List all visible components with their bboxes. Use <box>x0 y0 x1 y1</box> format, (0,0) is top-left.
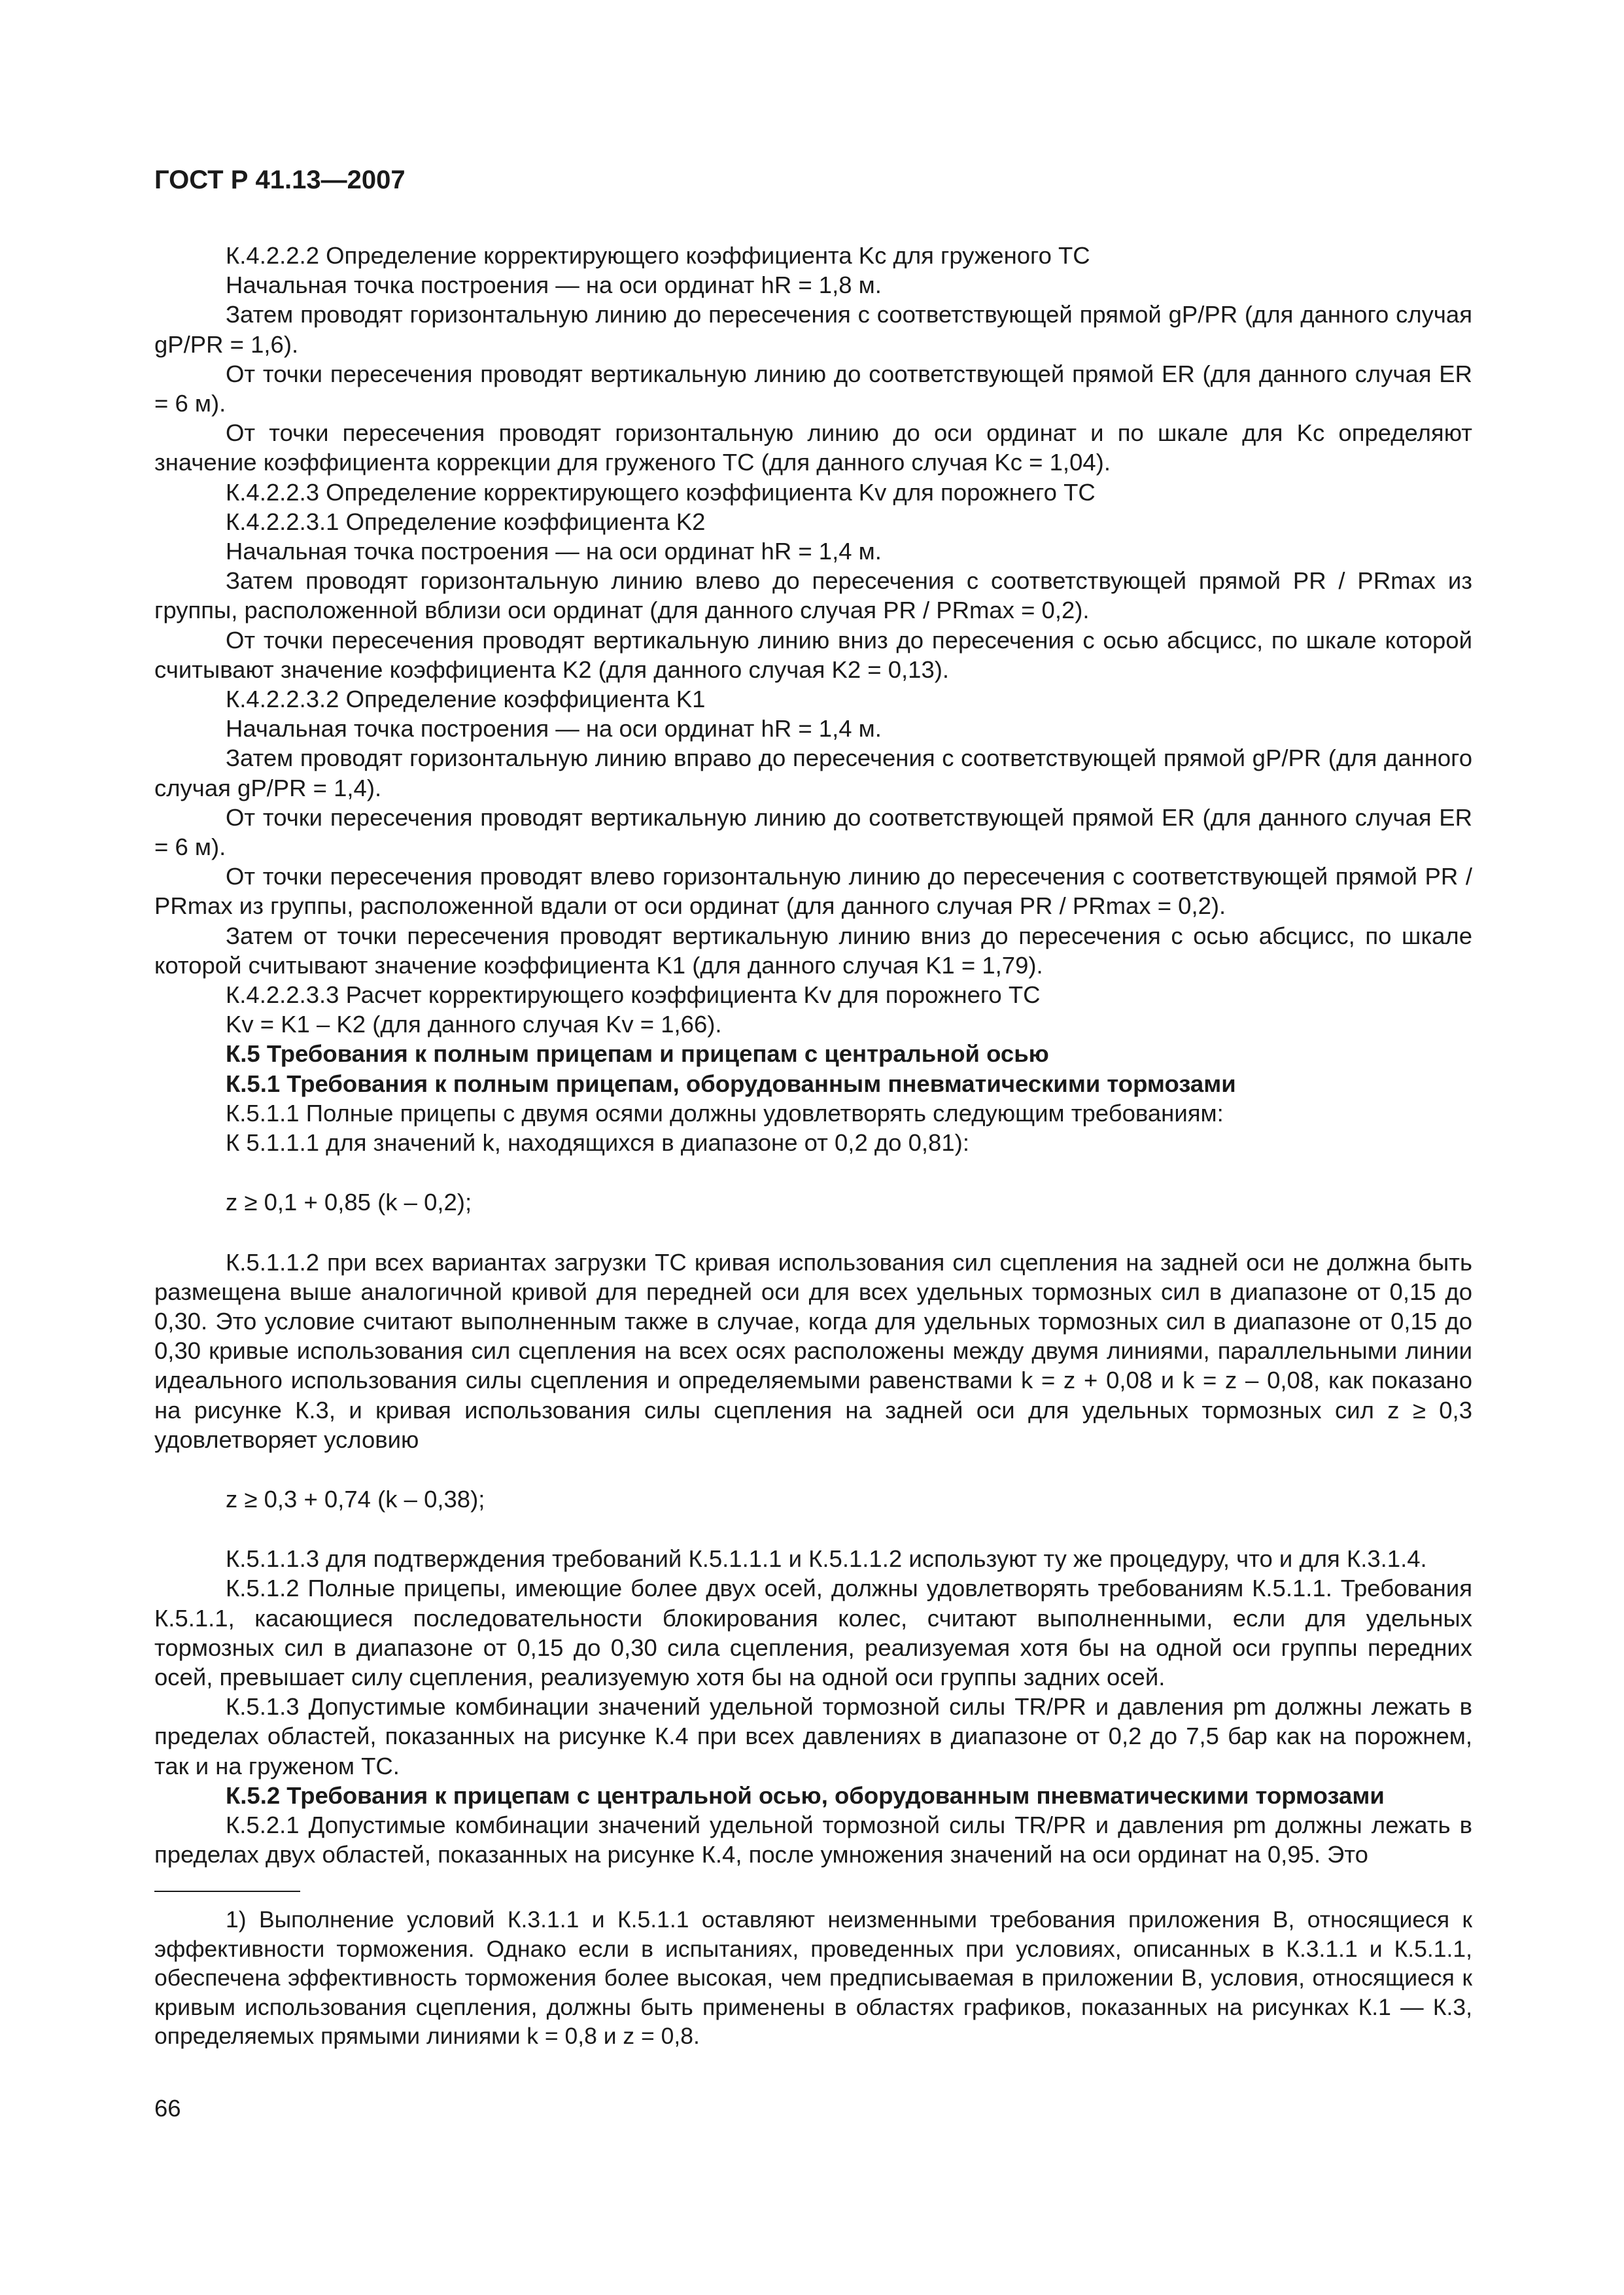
paragraph: К 5.1.1.1 для значений k, находящихся в диапазоне от 0,2 до 0,81): <box>226 1129 969 1157</box>
document-body <box>154 241 1472 1869</box>
footnote: 1) Выполнение условий К.3.1.1 и К.5.1.1 оставляют неизменными требования приложения В, относящиеся к эффективности торможения. Однако если в испытаниях, проведенных при условиях, описанных в К.3.1.1 и К.5.1.1, обеспечена эффективность торможения более высокая, чем предписываемая в приложении В, условия, относящиеся к кривым использования сцепления, должны быть применены в областях графиков, показанных на рисунках К.1 — К.3, определяемых прямыми линиями k = 0,8 и z = 0,8. <box>154 1906 1472 2049</box>
paragraph: От точки пересечения проводят вертикальную линию до соответствующей прямой ER (для данного случая ER = 6 м). <box>154 360 1472 417</box>
paragraph: К.4.2.2.3.2 Определение коэффициента K1 <box>226 686 706 713</box>
document-header: ГОСТ Р 41.13—2007 <box>154 166 406 194</box>
paragraph: К.5.1.1.3 для подтверждения требований К.5.1.1.1 и К.5.1.1.2 используют ту же процедуру, что и для К.3.1.4. <box>226 1545 1427 1573</box>
paragraph: Затем проводят горизонтальную линию влево до пересечения с соответствующей прямой PR / PRmax из группы, расположенной вблизи оси ординат (для данного случая PR / PRmax = 0,2). <box>154 567 1472 624</box>
paragraph: К.5.2.1 Допустимые комбинации значений удельной тормозной силы TR/PR и давления pm должны лежать в пределах двух областей, показанных на рисунке К.4, после умножения значений на оси ординат на 0,95. Это <box>154 1811 1472 1868</box>
paragraph: Начальная точка построения — на оси ординат hR = 1,8 м. <box>226 272 882 299</box>
paragraph: Начальная точка построения — на оси ординат hR = 1,4 м. <box>226 715 882 743</box>
paragraph: К.4.2.2.3.1 Определение коэффициента K2 <box>226 508 706 535</box>
paragraph: Затем проводят горизонтальную линию вправо до пересечения с соответствующей прямой gP/PR (для данного случая gP/PR = 1,4). <box>154 745 1472 801</box>
paragraph: К.5.1.2 Полные прицепы, имеющие более двух осей, должны удовлетворять требованиям К.5.1.1. Требования К.5.1.1, касающиеся последовательности блокирования колес, считают выполненными, если для удельных тормозных сил в диапазоне от 0,15 до 0,30 сила сцепления, реализуемая хотя бы на одной оси группы передних осей, превышает силу сцепления, реализуемую хотя бы на одной оси группы задних осей. <box>154 1575 1472 1691</box>
page-number: 66 <box>154 2095 181 2122</box>
paragraph: Затем от точки пересечения проводят вертикальную линию вниз до пересечения с осью абсцисс, по шкале которой считывают значение коэффициента K1 (для данного случая K1 = 1,79). <box>154 922 1472 979</box>
paragraph: К.5.1.1 Полные прицепы с двумя осями должны удовлетворять следующим требованиям: <box>226 1099 1224 1127</box>
paragraph: От точки пересечения проводят вертикальную линию вниз до пересечения с осью абсцисс, по шкале которой считывают значение коэффициента K2 (для данного случая K2 = 0,13). <box>154 626 1472 683</box>
section-heading: К.5.1 Требования к полным прицепам, оборудованным пневматическими тормозами <box>226 1070 1236 1097</box>
formula: z ≥ 0,3 + 0,74 (k – 0,38); <box>226 1485 485 1513</box>
paragraph: К.5.1.1.2 при всех вариантах загрузки ТС кривая использования сил сцепления на задней оси не должна быть размещена выше аналогичной кривой для передней оси для всех удельных тормозных сил в диапазоне от 0,15 до 0,30. Это условие считают выполненным также в случае, когда для удельных тормозных сил в диапазоне от 0,15 до 0,30 кривые использования сил сцепления на всех осях расположены между двумя линиями, параллельными линии идеального использования силы сцепления и определяемыми равенствами k = z + 0,08 и k = z – 0,08, как показано на рисунке К.3, и кривая использования силы сцепления на задней оси для удельных тормозных сил z ≥ 0,3 удовлетворяет условию <box>154 1248 1472 1453</box>
paragraph: От точки пересечения проводят вертикальную линию до соответствующей прямой ER (для данного случая ER = 6 м). <box>154 803 1472 861</box>
paragraph: От точки пересечения проводят горизонтальную линию до оси ординат и по шкале для Kc определяют значение коэффициента коррекции для груженого ТС (для данного случая Kc = 1,04). <box>154 419 1472 476</box>
paragraph: Kv = K1 – K2 (для данного случая Kv = 1,66). <box>226 1011 722 1038</box>
paragraph: К.4.2.2.3 Определение корректирующего коэффициента Kv для порожнего ТС <box>226 478 1096 506</box>
paragraph: От точки пересечения проводят влево горизонтальную линию до пересечения с соответствующей прямой PR / PRmax из группы, расположенной вдали от оси ординат (для данного случая PR / PRmax = 0,2). <box>154 863 1472 920</box>
paragraph: К.4.2.2.2 Определение корректирующего коэффициента Kc для груженого ТС <box>226 242 1090 269</box>
footnote-divider <box>154 1891 300 1892</box>
paragraph: Затем проводят горизонтальную линию до пересечения с соответствующей прямой gP/PR (для данного случая gP/PR = 1,6). <box>154 301 1472 358</box>
paragraph: Начальная точка построения — на оси ординат hR = 1,4 м. <box>226 538 882 565</box>
formula: z ≥ 0,1 + 0,85 (k – 0,2); <box>226 1189 472 1216</box>
paragraph: К.4.2.2.3.3 Расчет корректирующего коэффициента Kv для порожнего ТС <box>226 981 1041 1009</box>
paragraph: К.5.1.3 Допустимые комбинации значений удельной тормозной силы TR/PR и давления pm должны лежать в пределах областей, показанных на рисунке К.4 при всех давлениях в диапазоне от 0,2 до 7,5 бар как на порожнем, так и на груженом ТС. <box>154 1693 1472 1779</box>
section-heading: К.5.2 Требования к прицепам с центральной осью, оборудованным пневматическими тормозами <box>226 1781 1385 1809</box>
section-heading: К.5 Требования к полным прицепам и прицепам с центральной осью <box>226 1040 1049 1068</box>
